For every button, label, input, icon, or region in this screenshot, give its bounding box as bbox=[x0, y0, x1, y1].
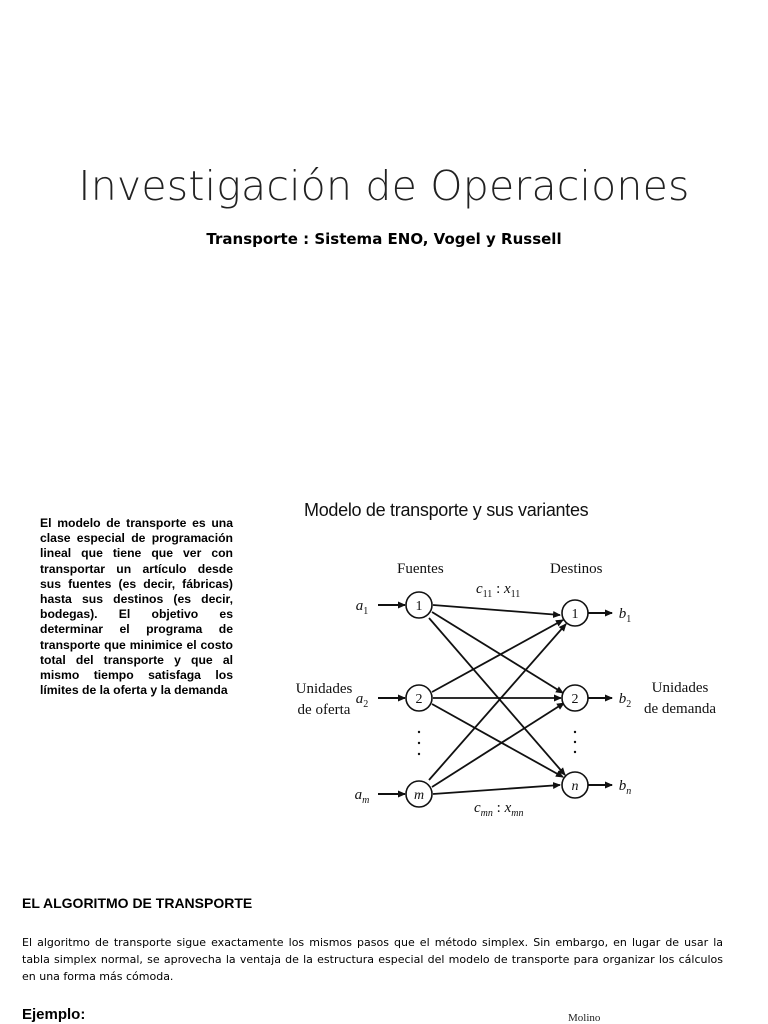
demand-label bbox=[640, 678, 720, 720]
ellipsis-dots bbox=[418, 731, 576, 755]
flow-subscript: 11 bbox=[510, 589, 521, 600]
demand-label-line-2: de demanda bbox=[643, 701, 717, 717]
svg-text:am: $a_m$ bbox=[354, 787, 370, 806]
destination-node-2-label: 2 bbox=[571, 692, 579, 707]
cost-symbol: c bbox=[476, 581, 483, 597]
svg-text:a1: $a_1$ bbox=[355, 598, 369, 617]
source-node-1-label: 1 bbox=[415, 599, 423, 614]
diagram-title: Modelo de transporte y sus variantes bbox=[304, 500, 589, 520]
demand-symbols bbox=[619, 606, 632, 797]
destination-node-1-label: 1 bbox=[571, 607, 579, 622]
supply-arrows bbox=[378, 605, 405, 794]
molino-label: Molino bbox=[568, 1012, 601, 1024]
bottom-arc-label: $c_{mn}$ : $x_{mn}$ bbox=[474, 800, 524, 819]
supply-symbols bbox=[355, 598, 370, 806]
source-node-2-label: 2 bbox=[415, 692, 423, 707]
svg-text:b1: $b_1$ bbox=[618, 606, 632, 625]
demand-label-line-1: Unidades bbox=[651, 680, 709, 696]
algorithm-paragraph: El algoritmo de transporte sigue exactamente los mismos pasos que el método simplex. Sin embargo, en lugar de usar la tabla simplex normal, se aprovecha la ventaja de la estructura especial del modelo de transporte para organizar los cálculos en una forma más cómoda. bbox=[22, 936, 723, 983]
svg-text:c11 : x11: $c_{11}$ : $x_{11}$ bbox=[476, 581, 521, 600]
transport-network-diagram bbox=[290, 540, 640, 830]
svg-text:bn: $b_n$ bbox=[618, 778, 632, 797]
source-nodes bbox=[406, 592, 432, 807]
destination-node-n-label: n bbox=[571, 779, 579, 794]
supply-label-line-1: Unidades bbox=[295, 681, 353, 697]
example-label: Ejemplo: bbox=[22, 1006, 86, 1023]
svg-text:b2: $b_2$ bbox=[618, 691, 632, 710]
destination-nodes bbox=[562, 600, 588, 798]
source-node-m-label: m bbox=[413, 788, 425, 803]
sources-header: Fuentes bbox=[397, 561, 444, 577]
transport-arcs bbox=[429, 605, 566, 794]
cost-subscript: 11 bbox=[482, 589, 493, 600]
intro-paragraph: El modelo de transporte es una clase especial de programación lineal que tiene que ver con transportar un artículo desde sus fuentes (es decir, fábricas) hasta sus destinos (es decir, bodegas). El objetivo es determinar el programa de transporte que minimice el costo total del transporte y que al mismo tiempo satisfaga los límites de la oferta y la demanda bbox=[40, 516, 233, 698]
svg-text:a2: $a_2$ bbox=[355, 691, 369, 710]
top-arc-label bbox=[476, 581, 520, 600]
section-heading: EL ALGORITMO DE TRANSPORTE bbox=[22, 895, 253, 911]
flow-symbol: x bbox=[503, 581, 511, 597]
demand-arrows bbox=[588, 613, 612, 785]
supply-label-line-2: de oferta bbox=[297, 702, 351, 718]
destinations-header: Destinos bbox=[550, 561, 603, 577]
page-subtitle: Transporte : Sistema ENO, Vogel y Russell bbox=[206, 230, 562, 248]
page-title: Investigación de Operaciones bbox=[78, 162, 690, 210]
